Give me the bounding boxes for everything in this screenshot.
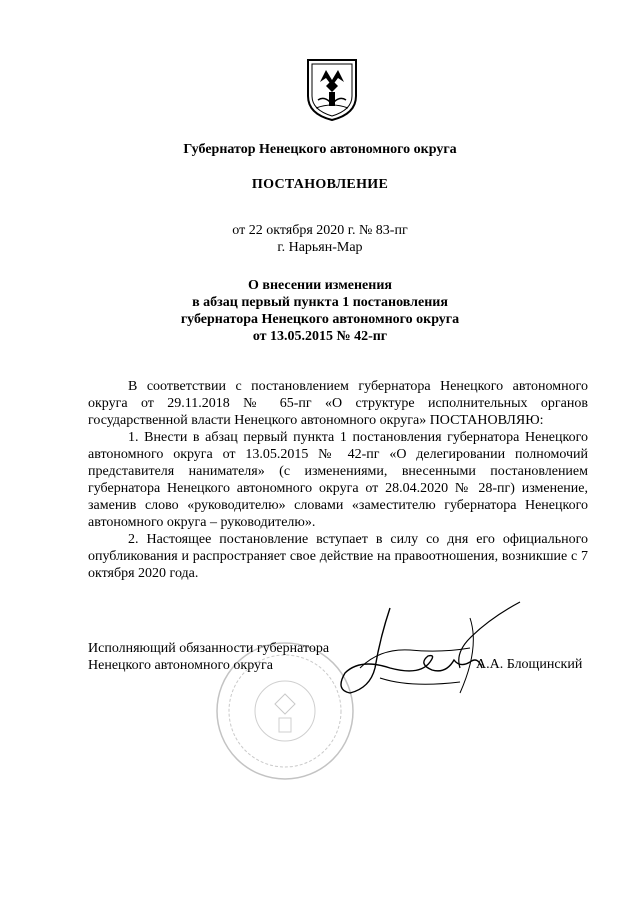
place: г. Нарьян-Мар xyxy=(277,240,363,255)
signatory-name: А.А. Блощинский xyxy=(476,657,583,672)
issuing-authority: Губернатор Ненецкого автономного округа xyxy=(183,142,457,157)
signatory-position xyxy=(88,640,329,674)
preamble-paragraph: В соответствии с постановлением губернатора Ненецкого автономного округа от 29.11.2018 № 65-пг «О структуре исполнительных органов государственной власти Ненецкого автономного округа» ПОСТАНОВЛЯЮ: xyxy=(88,379,588,428)
document-body xyxy=(88,378,588,582)
item-2-paragraph: 2. Настоящее постановление вступает в силу со дня его официального опубликования и распространяет свое действие на правоотношения, возникшие с 7 октября 2020 года. xyxy=(88,532,588,581)
item-1-paragraph: 1. Внести в абзац первый пункта 1 постановления губернатора Ненецкого автономного округа от 13.05.2015 № 42-пг «О делегировании полномочий представителя нанимателя» (с изменениями, внесенными постановлением губернатора Ненецкого автономного округа от 28.04.2020 № 28-пг) изменение, заменив слово «руководителю» словами «заместителю губернатора Ненецкого автономного округа – руководителю». xyxy=(88,430,588,530)
title-line: О внесении изменения xyxy=(248,278,392,293)
document-type: ПОСТАНОВЛЕНИЕ xyxy=(251,177,389,192)
coat-of-arms-icon xyxy=(304,56,360,122)
title-line: в абзац первый пункта 1 постановления xyxy=(192,295,448,310)
title-line: губернатора Ненецкого автономного округа xyxy=(180,312,460,327)
position-line: Исполняющий обязанности губернатора xyxy=(88,641,330,656)
document-title xyxy=(0,277,640,345)
title-line: от 13.05.2015 № 42-пг xyxy=(252,329,388,344)
date-and-place xyxy=(0,222,640,256)
date-number: от 22 октября 2020 г. № 83-пг xyxy=(232,223,408,238)
position-line: Ненецкого автономного округа xyxy=(88,658,273,673)
handwritten-signature-icon xyxy=(320,598,530,708)
